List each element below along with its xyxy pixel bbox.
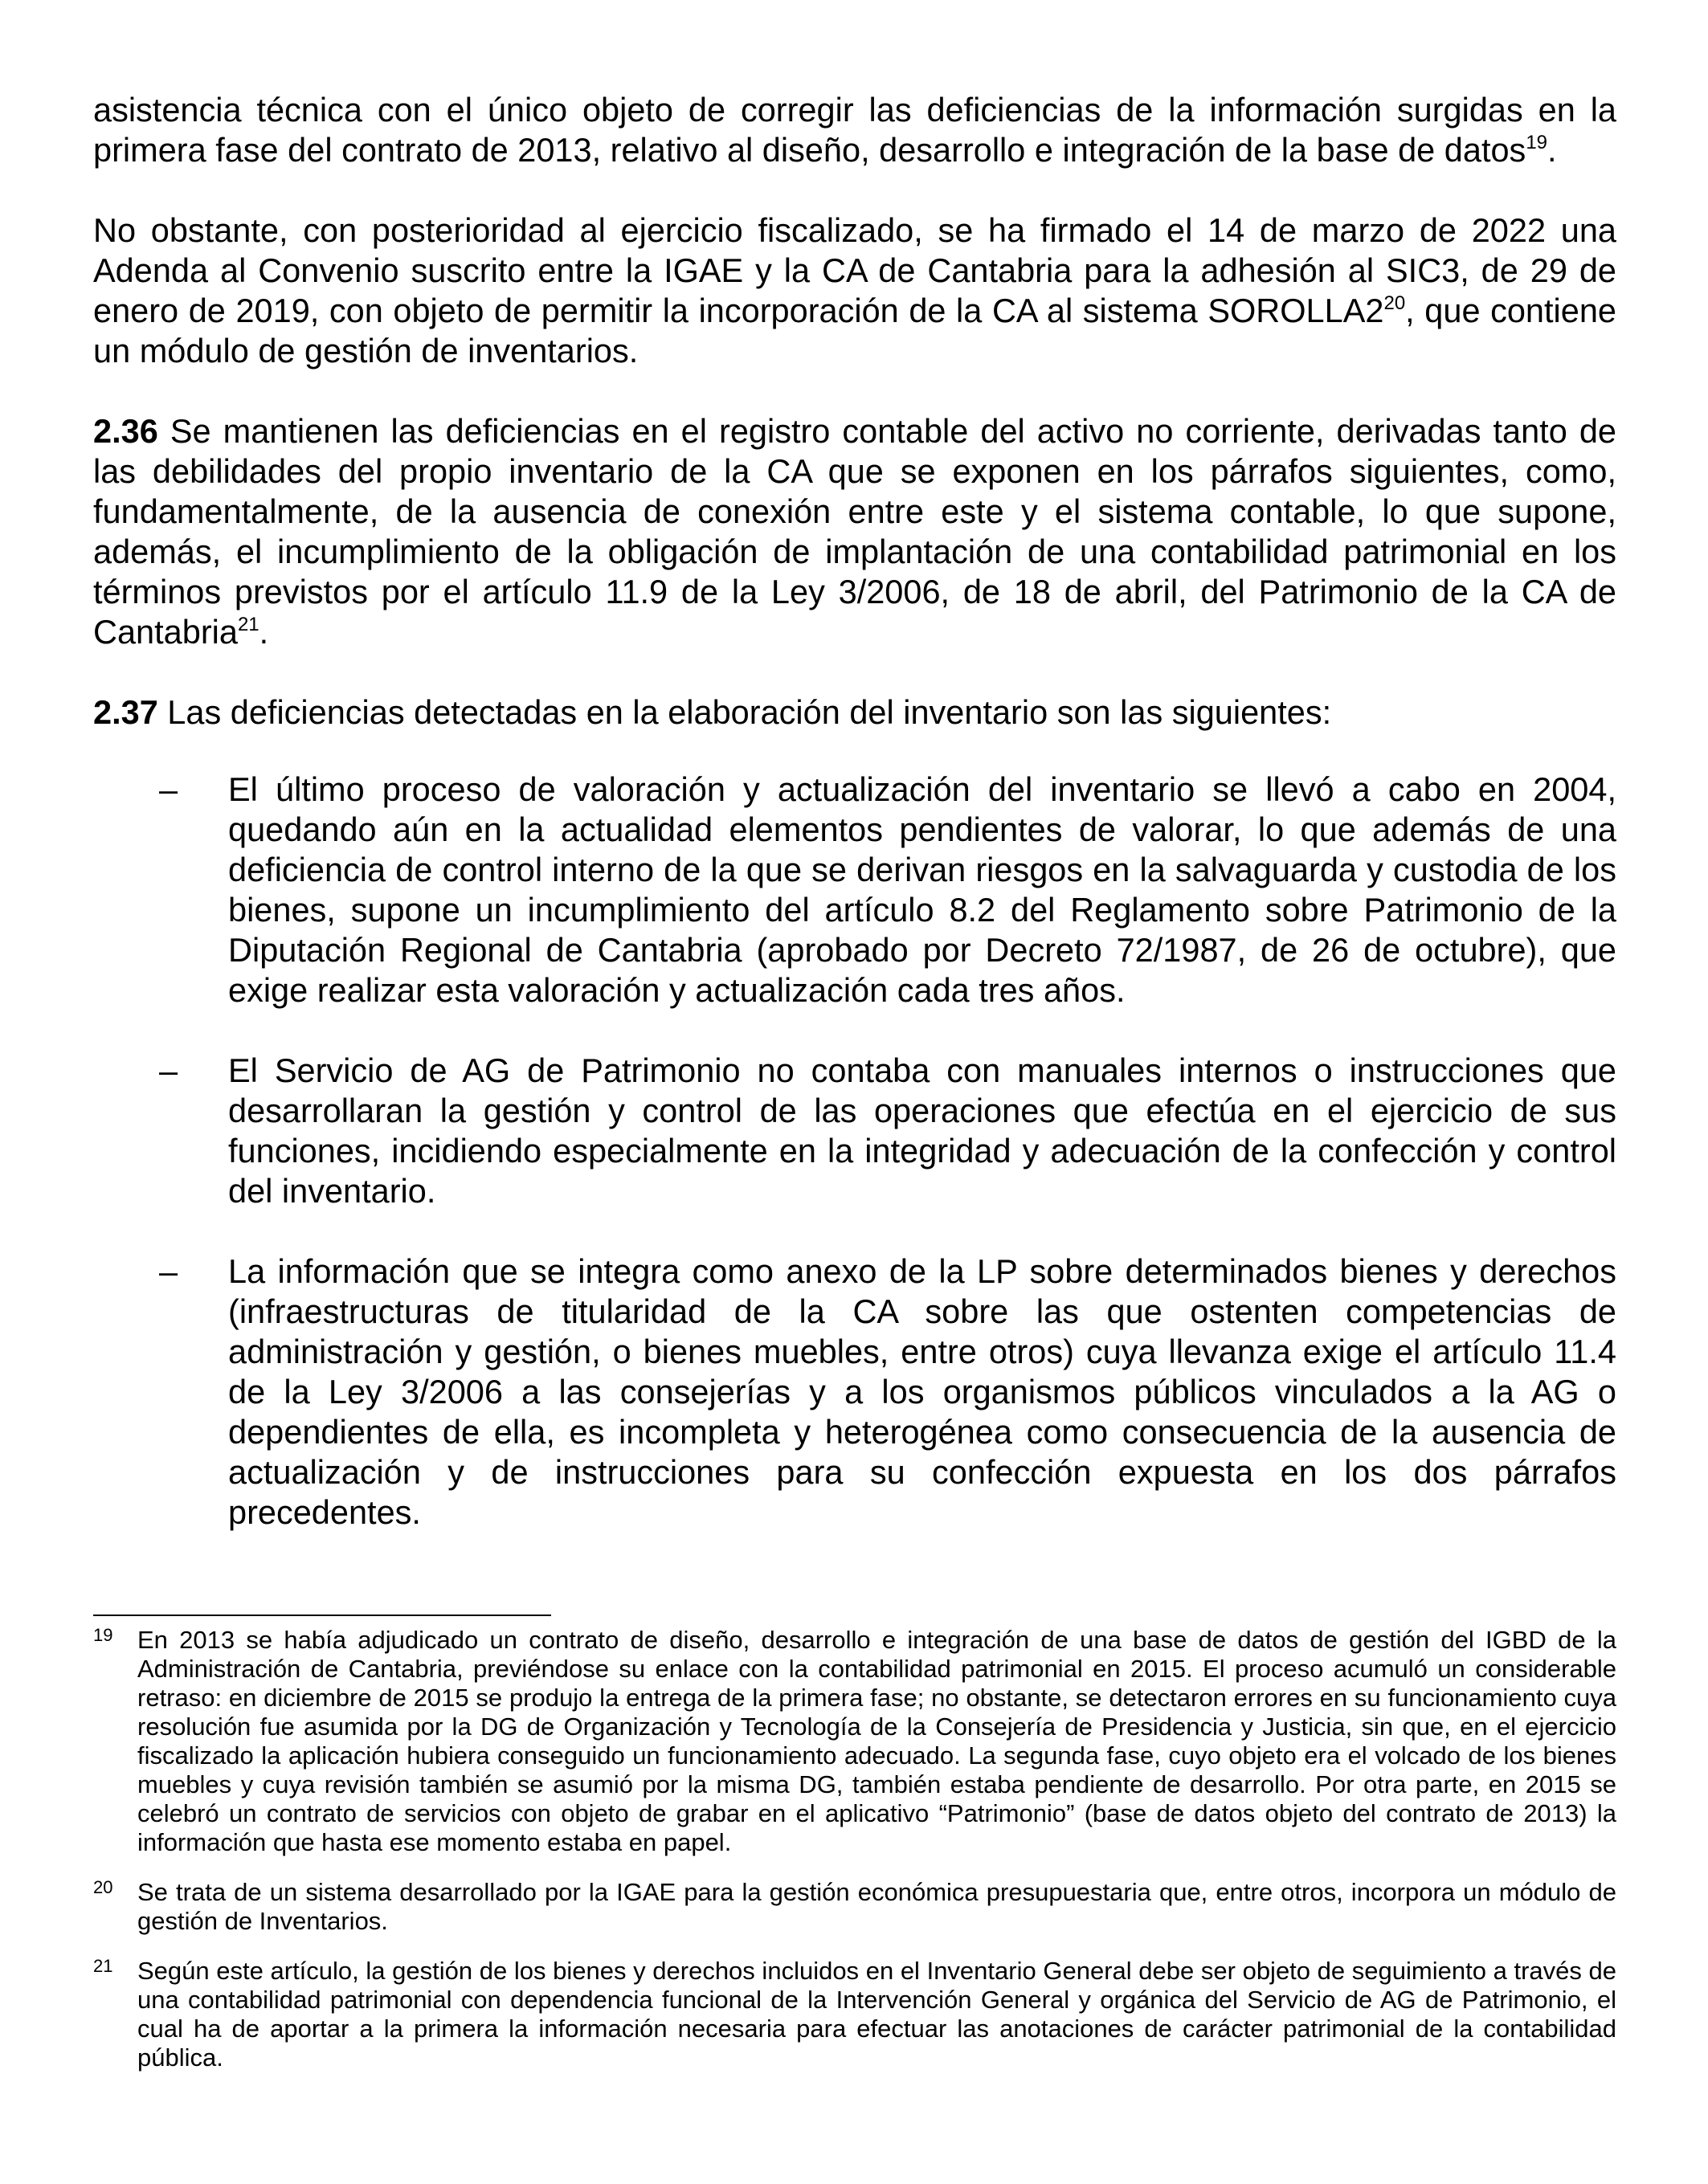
- list-item: [93, 770, 1616, 1010]
- paragraph-text: asistencia técnica con el único objeto de corregir las deficiencias de la información surgidas en la primera fase del contrato de 2013, relativo al diseño, desarrollo e integración de la base de datos: [93, 91, 1616, 169]
- paragraph-number: 2.36: [93, 412, 158, 450]
- footnote-number: 21: [93, 1956, 113, 1976]
- footnote-ref-21[interactable]: 21: [237, 614, 259, 635]
- paragraph-adenda: No obstante, con posterioridad al ejercicio fiscalizado, se ha firmado el 14 de marzo de 2022 una Adenda al Convenio suscrito entre la IGAE y la CA de Cantabria para la adhesión al SIC3, de 29 de enero de 2019, con objeto de permitir la incorporación de la CA al sistema $SOROLLA2^{20}$, que contiene un módulo de gestión de inventarios.: [93, 211, 1617, 369]
- footnote-21: [93, 1957, 1616, 2072]
- footnote-ref-20[interactable]: 20: [1383, 292, 1406, 314]
- footnote-text: En 2013 se había adjudicado un contrato de diseño, desarrollo e integración de una base de datos de gestión del IGBD de la Administración de Cantabria, previéndose su enlace con la contabilidad patrimonial en 2015. El proceso acumuló un considerable retraso: en diciembre de 2015 se produjo la entrega de la primera fase; no obstante, se detectaron errores en su funcionamiento cuya resolución fue asumida por la DG de Organización y Tecnología de la Consejería de Presidencia y Justicia, sin que, en el ejercicio fiscalizado la aplicación hubiera conseguido un funcionamiento adecuado. La segunda fase, cuyo objeto era el volcado de los bienes muebles y cuya revisión también se asumió por la misma DG, también estaba pendiente de desarrollo. Por otra parte, en 2015 se celebró un contrato de servicios con objeto de grabar en el aplicativo “Patrimonio” (base de datos objeto del contrato de 2013) la información que hasta ese momento estaba en papel.: [137, 1626, 1616, 1856]
- footnote-text: Según este artículo, la gestión de los bienes y derechos incluidos en el Inventario General debe ser objeto de seguimiento a través de una contabilidad patrimonial con dependencia funcional de la Intervención General y orgánica del Servicio de AG de Patrimonio, el cual ha de aportar a la primera la información necesaria para efectuar las anotaciones de carácter patrimonial de la contabilidad pública.: [137, 1957, 1616, 2072]
- list-item: [93, 1051, 1616, 1211]
- footnote-number: 19: [93, 1625, 113, 1645]
- paragraph-continuation: asistencia técnica con el único objeto de corregir las deficiencias de la información surgidas en la primera fase del contrato de 2013, relativo al diseño, desarrollo e integración de la base de datos$^{19}$.: [93, 91, 1616, 169]
- footnotes: [93, 1626, 1616, 2093]
- footnote-number: 20: [93, 1877, 113, 1897]
- footnote-text: Se trata de un sistema desarrollado por la IGAE para la gestión económica presupuestaria que, entre otros, incorpora un módulo de gestión de Inventarios.: [137, 1878, 1616, 1935]
- dash-bullet-icon: –: [159, 1252, 178, 1290]
- footnote-separator: [93, 1615, 551, 1616]
- dash-bullet-icon: –: [159, 1051, 178, 1089]
- document-body: [93, 90, 1616, 1573]
- paragraph-text: Se mantienen las deficiencias en el registro contable del activo no corriente, derivadas tanto de las debilidades del propio inventario de la CA que se exponen en los párrafos siguientes, como, fundamentalmente, de la ausencia de conexión entre este y el sistema contable, lo que supone, además, el incumplimiento de la obligación de implantación de una contabilidad patrimonial en los términos previstos por el artículo 11.9 de la Ley 3/2006, de 18 de abril, del Patrimonio de la CA de Cantabria: [93, 412, 1616, 651]
- list-item-text: El último proceso de valoración y actualización del inventario se llevó a cabo en 2004, quedando aún en la actualidad elementos pendientes de valorar, lo que además de una deficiencia de control interno de la que se derivan riesgos en la salvaguarda y custodia de los bienes, supone un incumplimiento del artículo 8.2 del Reglamento sobre Patrimonio de la Diputación Regional de Cantabria (aprobado por Decreto 72/1987, de 26 de octubre), que exige realizar esta valoración y actualización cada tres años.: [228, 770, 1616, 1009]
- list-item-text: El Servicio de AG de Patrimonio no contaba con manuales internos o instrucciones que desarrollaran la gestión y control de las operaciones que efectúa en el ejercicio de sus funciones, incidiendo especialmente en la integridad y adecuación de la confección y control del inventario.: [228, 1051, 1616, 1210]
- list-item: [93, 1251, 1616, 1533]
- paragraph-number: 2.37: [93, 693, 158, 731]
- footnote-20: [93, 1878, 1616, 1936]
- list-item-text: La información que se integra como anexo de la LP sobre determinados bienes y derechos (infraestructuras de titularidad de la CA sobre las que ostenten competencias de administración y gestión, o bienes muebles, entre otros) cuya llevanza exige el artículo 11.4 de la Ley 3/2006 a las consejerías y a los organismos públicos vinculados a la AG o dependientes de ella, es incompleta y heterogénea como consecuencia de la ausencia de actualización y de instrucciones para su confección expuesta en los dos párrafos precedentes.: [228, 1252, 1616, 1531]
- paragraph-2-36: 2.36 Se mantienen las deficiencias en el registro contable del activo no corriente, derivadas tanto de las debilidades del propio inventario de la CA que se exponen en los párrafos siguientes, como, fundamentalmente, de la ausencia de conexión entre este y el sistema contable, lo que supone, además, el incumplimiento de la obligación de implantación de una contabilidad patrimonial en los términos previstos por el artículo 11.9 de la Ley 3/2006, de 18 de abril, del Patrimonio de la CA de Cantabria$^{21}$.: [93, 412, 1616, 651]
- dash-bullet-icon: –: [159, 770, 178, 808]
- footnote-19: [93, 1626, 1616, 1857]
- paragraph-text: Las deficiencias detectadas en la elaboración del inventario son las siguientes:: [157, 693, 1332, 731]
- footnote-ref-19[interactable]: 19: [1526, 132, 1548, 153]
- paragraph-text: No obstante, con posterioridad al ejercicio fiscalizado, se ha firmado el 14 de marzo de 2022 una Adenda al Convenio suscrito entre la IGAE y la CA de Cantabria para la adhesión al SIC3, de 29 de enero de 2019, con objeto de permitir la incorporación de la CA al sistema SOROLLA2: [93, 211, 1616, 329]
- deficiency-list: [93, 770, 1616, 1533]
- paragraph-2-37: [93, 692, 1616, 733]
